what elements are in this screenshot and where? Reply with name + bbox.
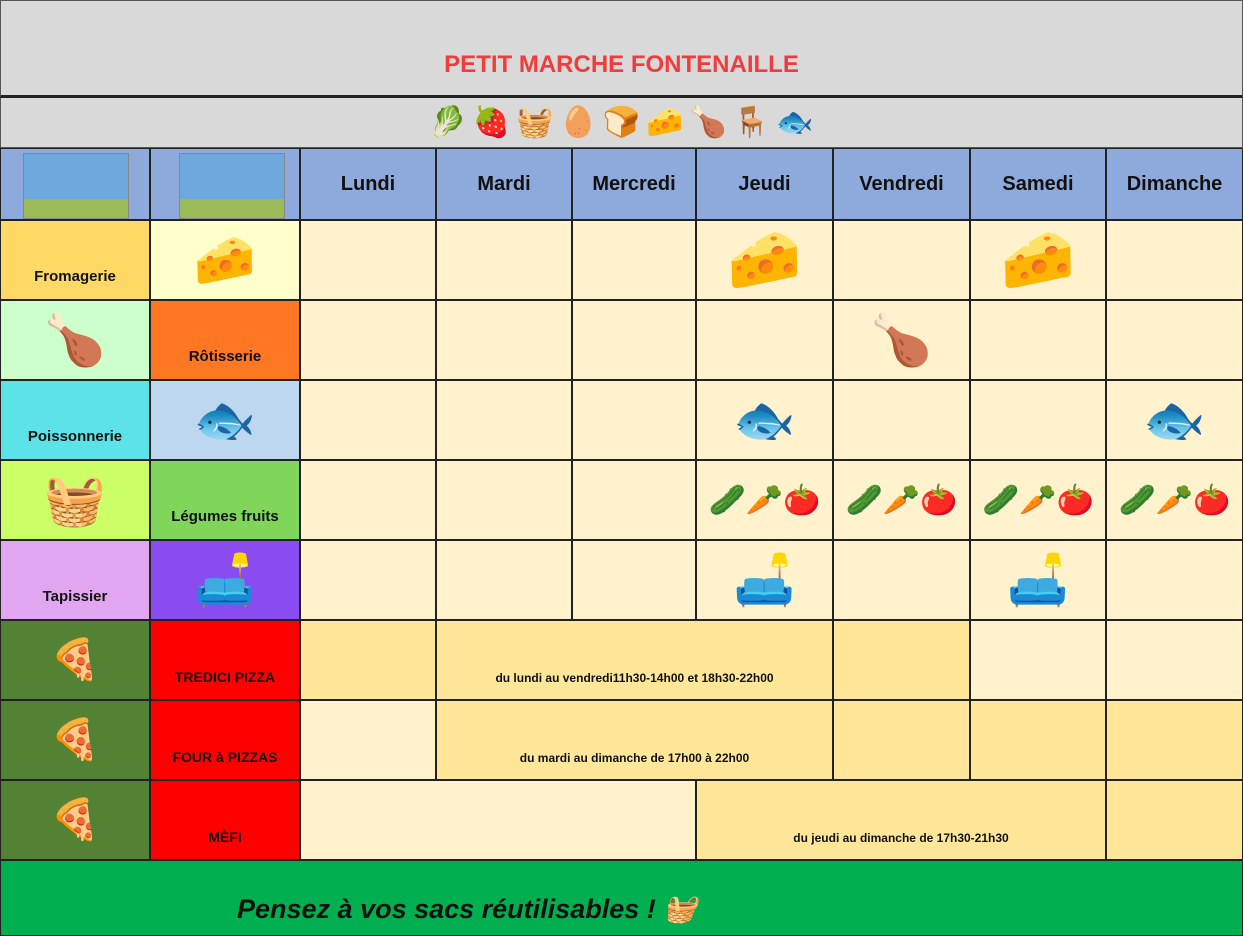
basket-icon: 🧺 [516,106,554,139]
schedule-text: du lundi au vendredi11h30-14h00 et 18h30-22h00 [436,620,833,700]
day-header: Vendredi [833,148,970,220]
day-header: Samedi [970,148,1106,220]
stall-label: MÈFI [150,780,300,860]
fish-icon: 🐟 [1106,380,1243,460]
vegetables-icon: 🥒🥕🍅 [833,460,970,540]
fish-icon: 🐟 [150,380,300,460]
empty-cell [970,300,1106,380]
empty-cell [572,540,696,620]
stall-label: TREDICI PIZZA [150,620,300,700]
armchair-icon: 🛋️ [970,540,1106,620]
empty-cell [436,220,572,300]
pizza-icon: 🍕 [0,780,150,860]
vegetables-icon: 🥒🥕🍅 [970,460,1106,540]
eggs-icon: 🥚 [559,106,597,139]
vegetable-crate-icon: 🧺 [0,460,150,540]
day-header: Jeudi [696,148,833,220]
pizza-icon: 🍕 [0,700,150,780]
title-bar [0,0,1243,98]
stall-label: Rôtisserie [150,300,300,380]
stall-label: Légumes fruits [150,460,300,540]
stall-label: Poissonnerie [0,380,150,460]
empty-cell [833,380,970,460]
empty-cell [970,380,1106,460]
empty-cell [572,460,696,540]
day-header: Dimanche [1106,148,1243,220]
empty-cell [833,540,970,620]
fish-icon: 🐟 [696,380,833,460]
day-header: Mercredi [572,148,696,220]
page-title: PETIT MARCHE FONTENAILLE [444,51,799,78]
stall-label: FOUR à PIZZAS [150,700,300,780]
pizza-icon: 🍕 [0,620,150,700]
empty-cell [572,300,696,380]
chicken-leg-icon: 🍗 [833,300,970,380]
open-cell [1106,780,1243,860]
bread-icon: 🍞 [602,106,641,139]
open-cell [300,620,436,700]
empty-cell [300,780,696,860]
schedule-text: du jeudi au dimanche de 17h30-21h30 [696,780,1106,860]
stall-label: Tapissier [0,540,150,620]
armchair-icon: 🪑 [732,106,771,139]
empty-cell [970,620,1106,700]
empty-cell [696,300,833,380]
header-image-2 [150,148,300,220]
strawberry-icon: 🍓 [472,106,511,139]
cheese-icon: 🧀 [646,106,684,139]
empty-cell [300,540,436,620]
empty-cell [300,700,436,780]
open-cell [833,620,970,700]
vegetables-icon: 🥒🥕🍅 [696,460,833,540]
footer-message: Pensez à vos sacs réutilisables ! [237,894,656,924]
empty-cell [572,380,696,460]
landscape-icon [23,153,129,219]
open-cell [970,700,1106,780]
open-cell [1106,700,1243,780]
day-header: Lundi [300,148,436,220]
empty-cell [1106,540,1243,620]
cheese-platter-icon: 🧀 [150,220,300,300]
empty-cell [436,380,572,460]
roast-chicken-icon: 🍗 [0,300,150,380]
empty-cell [436,460,572,540]
empty-cell [300,300,436,380]
empty-cell [1106,220,1243,300]
empty-cell [300,460,436,540]
day-header: Mardi [436,148,572,220]
empty-cell [436,540,572,620]
header-image-1 [0,148,150,220]
open-cell [833,700,970,780]
cheese-icon: 🧀 [696,220,833,300]
basket-icon: 🧺 [663,894,697,924]
vegetable-crate-icon: 🥬 [429,106,467,139]
stall-label: Fromagerie [0,220,150,300]
empty-cell [833,220,970,300]
landscape-icon [179,153,285,219]
empty-cell [300,220,436,300]
chicken-icon: 🍗 [689,106,727,139]
icon-strip [0,98,1243,148]
schedule-text: du mardi au dimanche de 17h00 à 22h00 [436,700,833,780]
empty-cell [1106,620,1243,700]
empty-cell [300,380,436,460]
empty-cell [572,220,696,300]
cheese-icon: 🧀 [970,220,1106,300]
armchair-icon: 🛋️ [150,540,300,620]
footer [0,860,1243,936]
fish-icon: 🐟 [776,106,814,139]
vegetables-icon: 🥒🥕🍅 [1106,460,1243,540]
empty-cell [436,300,572,380]
empty-cell [1106,300,1243,380]
armchair-icon: 🛋️ [696,540,833,620]
